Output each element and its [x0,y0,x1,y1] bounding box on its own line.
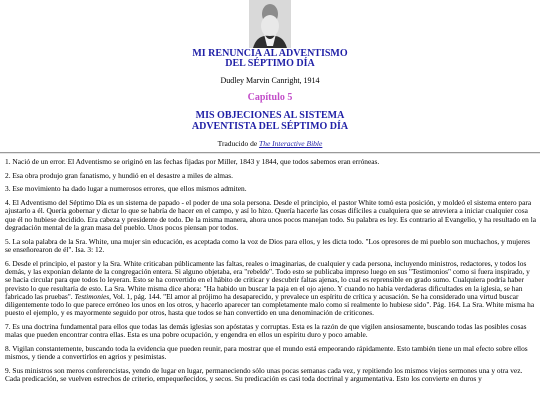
translation-credit [0,139,540,148]
paragraph-7: 7. Es una doctrina fundamental para ellos que todas las demás iglesias son apóstatas y corruptas. Esta es la razón de que vigilen ansiosamente, buscando todas las posibles cosas malas que pueden encontrar contra ellas. Esta es una pobre ocupación, y engendra en ellos un espíritu duro y poco amable. [5,322,527,340]
document-title-line-2: DEL SÉPTIMO DÍA [225,58,315,69]
paragraph-3: 3. Ese movimiento ha dado lugar a numerosos errores, que ellos mismos admiten. [5,184,247,194]
paragraph-6-text: 6. Desde el principio, el pastor y la Sra. White criticaban públicamente las faltas, reales o imaginarias, de cualquier y cada persona, incluyendo ministros, redactores, y todos los demás, y las exponían delante de la congregación entera. Si alguno objetaba, era "rebelde". Todo esto se publicaba impreso luego en sus "Testimonios" como si fuera inspirado, y se hacía circular para que todos lo leyeran. Esto se ha convertido en el hábito de criticar y descubrir faltas ajenas, lo cual es reprensible en grado sumo. Cualquiera podría haber previsto lo que resultaría de esto. La Sra. White misma dice ahora: "Ha habido un buscar la paja en el ojo ajeno. Y cuando no había verdaderas dificultades en la iglesia, se han fabricado las pruebas". [5,258,530,301]
paragraph-4: 4. El Adventismo del Séptimo Día es un sistema de papado - el poder de una sola persona. Desde el principio, el pastor White tomó esta posición, y moldeó el sistema entero para ajustarlo a él. Quería gobernar y dictar lo que se habría de hacer en el campo, y así lo hizo. Quería hacerle las cosas difíciles a cualquiera que se atreviera a iniciar cualquier cosa que él no hubiese decidido. Era cabeza y presidente de todo. De la misma manera, ahora unos pocos manejan todo. Su palabra es ley. Es contrario al Evangelio, y ha resultado en la degradación mental de la gran masa del pueblo. Unos pocos piensan por todos. [5,198,537,232]
author-line: Dudley Marvin Canright, 1914 [220,76,320,85]
chapter-heading: Capítulo 5 [247,92,293,103]
paragraph-8: 8. Vigilan constantemente, buscando toda la evidencia que pueden reunir, para mostrar que el mundo está empeorando rápidamente. Esto también tiene un mal efecto sobre ellos mismos, y tiende a convertirlos en agrios y pesimistas. [5,344,528,362]
chapter-title-line-2: ADVENTISTA DEL SÉPTIMO DÍA [191,121,349,132]
paragraph-9: 9. Sus ministros son meros conferencistas, yendo de lugar en lugar, permaneciendo sólo unas pocas semanas cada vez, y repitiendo los mismos viejos sermones una y otra vez. Cada predicación, se vuelven estrechos de criterio, empequeñecidos, y secos. Su predicación es casi toda doctrinal y argumentativa. Esto los convierte en duros y [5,366,523,384]
paragraph-1: 1. Nació de un error. El Adventismo se originó en las fechas fijadas por Miller, 1843 y 1844, que todos sabemos eran erróneas. [5,157,380,166]
paragraph-6 [5,260,537,318]
paragraph-2: 2. Esa obra produjo gran fanatismo, y hundió en el desastre a miles de almas. [5,170,234,180]
paragraph-5: 5. La sola palabra de la Sra. White, una mujer sin educación, es aceptada como la voz de Dios para ellos, y les dicta todo. "Los opresores de mi pueblo son muchachos, y mujeres se enseñorearon de él". Isa. 3: 12. [5,236,530,254]
chapter-title-line-1: MIS OBJECIONES AL SISTEMA [195,110,345,121]
document-body [5,158,537,389]
interactive-bible-link[interactable]: The Interactive Bible [259,139,323,148]
author-portrait-image [249,0,291,48]
translation-credit-prefix: Traducido de [217,139,260,148]
paragraph-6-citation: Testimonies [74,291,110,301]
horizontal-rule [0,152,540,154]
document-title-line-1: MI RENUNCIA AL ADVENTISMO [192,48,348,59]
paragraph-6-tail: , Vol. 1, pág. 144. "El amor al prójimo ha desaparecido, y prevalece un espíritu de crítica y acusación. Se ha considerado una virtud buscar diligentemente todo lo que parece erróneo los unos en los otros, y hacerlo aparecer tan completamente malo como sí realmente lo hubiese sido". Pág. 164. La Sra. White misma ha puesto el ejemplo, y es mayormente seguido por otros, hasta que todos se han convertido en una denominación de criticones. [5,291,535,318]
